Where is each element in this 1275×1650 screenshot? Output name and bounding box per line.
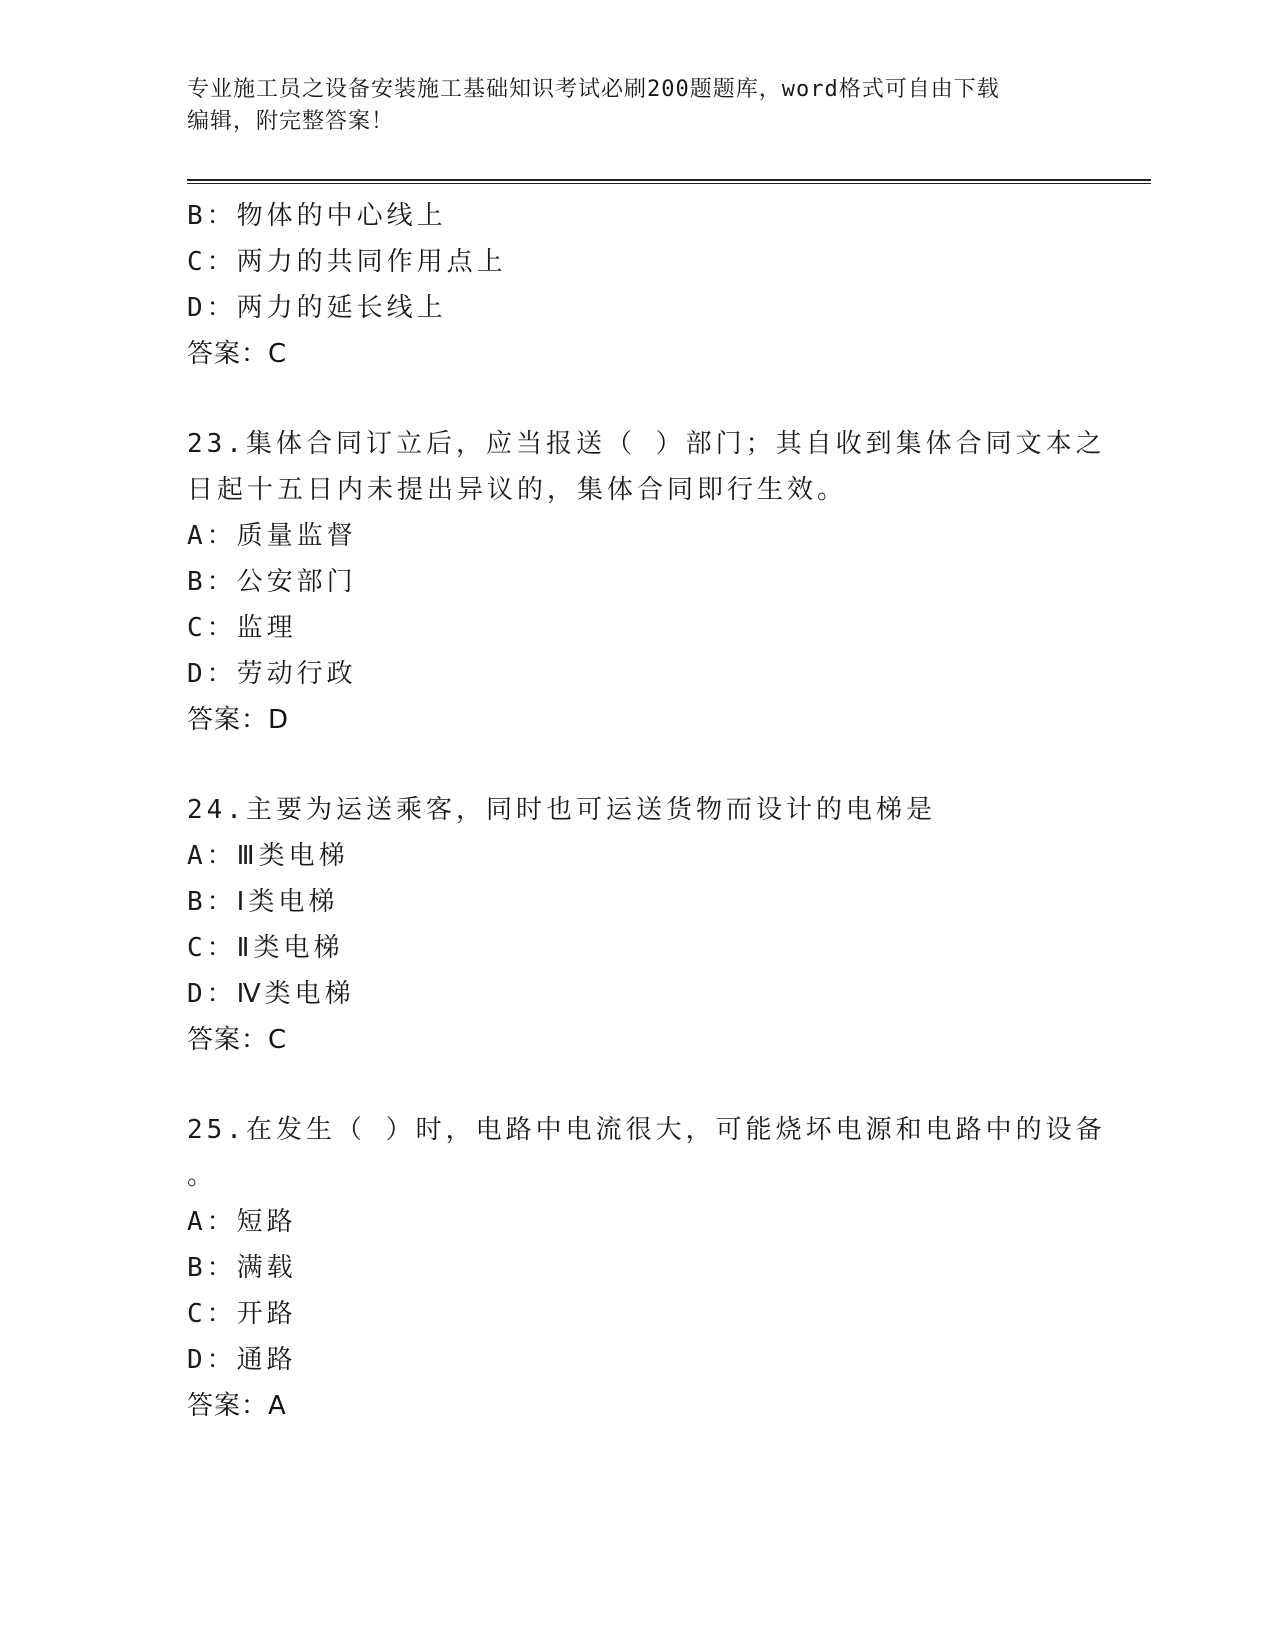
option-a: A：短路 [187,1207,297,1237]
option-a: A：Ⅲ类电梯 [187,841,349,871]
question-text-line-1: 23.集体合同订立后，应当报送（ ）部门；其自收到集体合同文本之 [187,429,1106,459]
header-line-2: 编辑，附完整答案！ [187,109,395,134]
header-rule-thin [187,183,1151,184]
question-text-line-2: 日起十五日内未提出异议的，集体合同即行生效。 [187,475,848,505]
option-b: B：公安部门 [187,567,357,597]
question-22 [187,193,1087,377]
option-d: D：劳动行政 [187,659,357,689]
option-a: A：质量监督 [187,521,357,551]
option-d: D：两力的延长线上 [187,293,447,323]
document-header [187,74,1067,138]
question-text-line-1: 24.主要为运送乘客，同时也可运送货物而设计的电梯是 [187,795,936,825]
question-text-line-2: 。 [187,1161,218,1191]
header-rule-thick [187,179,1151,181]
option-d: D：Ⅳ类电梯 [187,979,355,1009]
answer: 答案：A [187,1391,287,1421]
option-c: C：开路 [187,1299,297,1329]
question-23 [187,421,1106,743]
answer: 答案：C [187,339,288,369]
option-c: C：Ⅱ类电梯 [187,933,344,963]
option-b: B：物体的中心线上 [187,201,447,231]
option-d: D：通路 [187,1345,297,1375]
answer: 答案：D [187,705,290,735]
option-b: B：Ⅰ类电梯 [187,887,339,917]
option-c: C：监理 [187,613,297,643]
question-25 [187,1107,1106,1429]
answer: 答案：C [187,1025,288,1055]
question-text-line-1: 25.在发生（ ）时，电路中电流很大，可能烧坏电源和电路中的设备 [187,1115,1106,1145]
option-c: C：两力的共同作用点上 [187,247,507,277]
option-b: B：满载 [187,1253,297,1283]
question-list [187,193,1106,1429]
question-24 [187,787,1087,1063]
header-line-1: 专业施工员之设备安装施工基础知识考试必刷200题题库，word格式可自由下载 [187,77,1000,102]
